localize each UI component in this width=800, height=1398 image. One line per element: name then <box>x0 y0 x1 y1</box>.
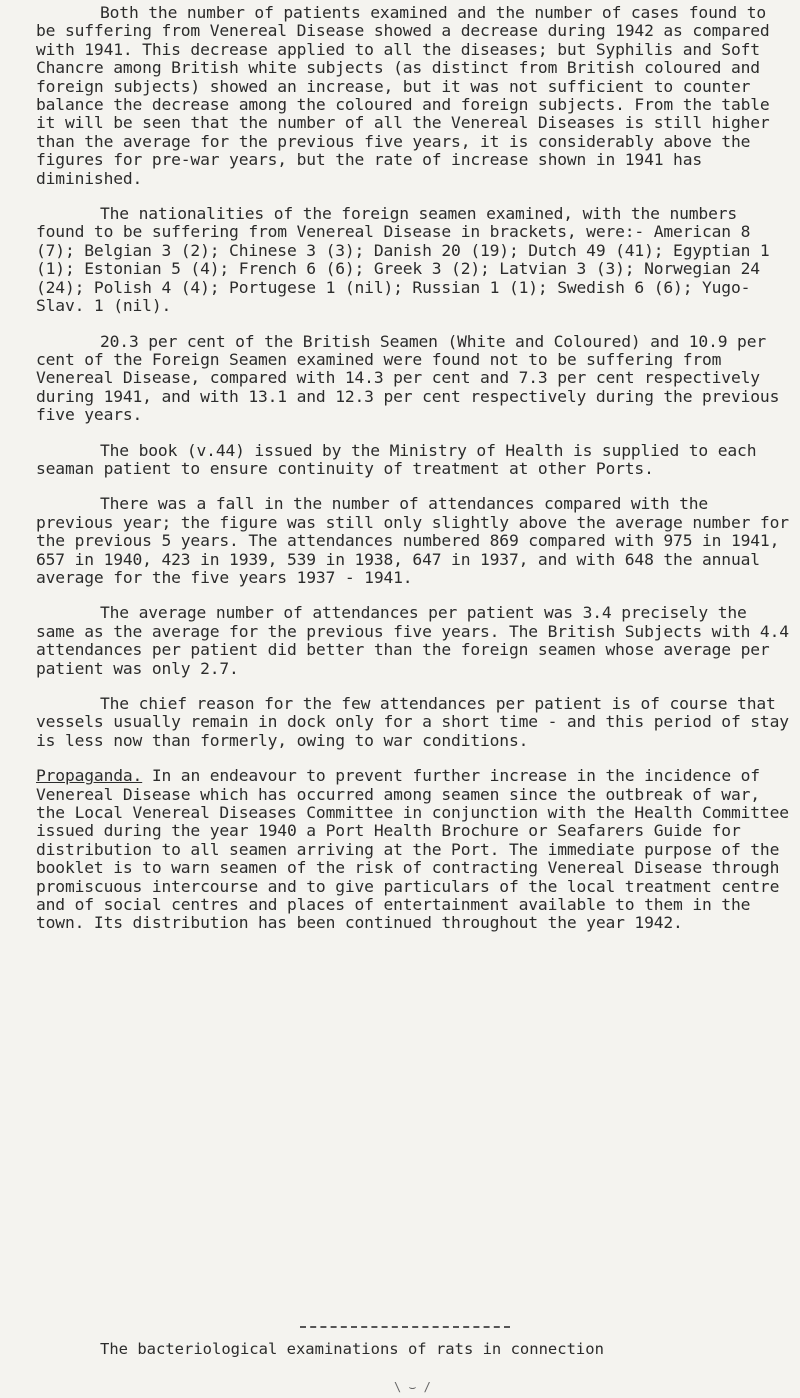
document-body <box>36 3 799 950</box>
paragraph-foreign-nationalities: The nationalities of the foreign seamen examined, with the numbers found to be suffering from Venereal Disease in brackets, were:- American 8 (7); Belgian 3 (2); Chinese 3 (3); Danish 20 (19); Dutch 49 (41); Egyptian 1 (1); Estonian 5 (4); French 6 (6); Greek 3 (2); Latvian 3 (3); Norwegian 24 (24); Polish 4 (4); Portugese 1 (nil); Russian 1 (1); Swedish 6 (6); Yugo-Slav. 1 (nil). <box>36 204 780 316</box>
paragraph-attendances: There was a fall in the number of attendances compared with the previous year; the figure was still only slightly above the average number for the previous 5 years. The attendances numbered 869 compared with 975 in 1941, 657 in 1940, 423 in 1939, 539 in 1938, 647 in 1937, and with 648 the annual average for the five years 1937 - 1941. <box>36 494 799 587</box>
paragraph-vd-cases-summary: Both the number of patients examined and the number of cases found to be suffering from Venereal Disease showed a decrease during 1942 as compared with 1941. This decrease applied to all the diseases; but Syphilis and Soft Chancre among British white subjects (as distinct from British coloured and foreign subjects) showed an increase, but it was not sufficient to counter balance the decrease among the coloured and foreign subjects. From the table it will be seen that the number of all the Venereal Diseases is still higher than the average for the previous five years, it is considerably above the figures for pre-war years, but the rate of increase shown in 1941 has diminished. <box>36 3 780 188</box>
page-mark: \ ⌣ / <box>394 1380 431 1394</box>
paragraph-propaganda <box>36 766 799 933</box>
propaganda-heading: Propaganda. <box>36 766 143 786</box>
paragraph-percentages: 20.3 per cent of the British Seamen (White and Coloured) and 10.9 per cent of the Foreign Seamen examined were found not to be suffering from Venereal Disease, compared with 14.3 per cent and 7.3 per cent respectively during 1941, and with 13.1 and 12.3 per cent respectively during the previous five years. <box>36 331 789 425</box>
paragraph-chief-reason: The chief reason for the few attendances per patient is of course that vessels usually remain in dock only for a short time - and this period of stay is less now than formerly, owing to war conditions. <box>36 694 799 750</box>
paragraph-ministry-book: The book (v.44) issued by the Ministry of Health is supplied to each seaman patient to ensure continuity of treatment at other Ports. <box>36 440 767 478</box>
section-divider <box>300 1326 510 1328</box>
footer-continuation-line: The bacteriological examinations of rats in connection <box>100 1340 604 1358</box>
paragraph-average-attendances: The average number of attendances per patient was 3.4 precisely the same as the average for the previous five years. The British Subjects with 4.4 attendances per patient did better than the foreign seamen whose average per patient was only 2.7. <box>36 603 799 678</box>
propaganda-text: In an endeavour to prevent further increase in the incidence of Venereal Disease which has occurred among seamen since the outbreak of war, the Local Venereal Diseases Committee in conjunction with the Health Committee issued during the year 1940 a Port Health Brochure or Seafarers Guide for distribution to all seamen arriving at the Port. The immediate purpose of the booklet is to warn seamen of the risk of contracting Venereal Disease through promiscuous intercourse and to give particulars of the local treatment centre and of social centres and places of entertainment available to them in the town. Its distribution has been continued throughout the year 1942. <box>36 766 799 933</box>
